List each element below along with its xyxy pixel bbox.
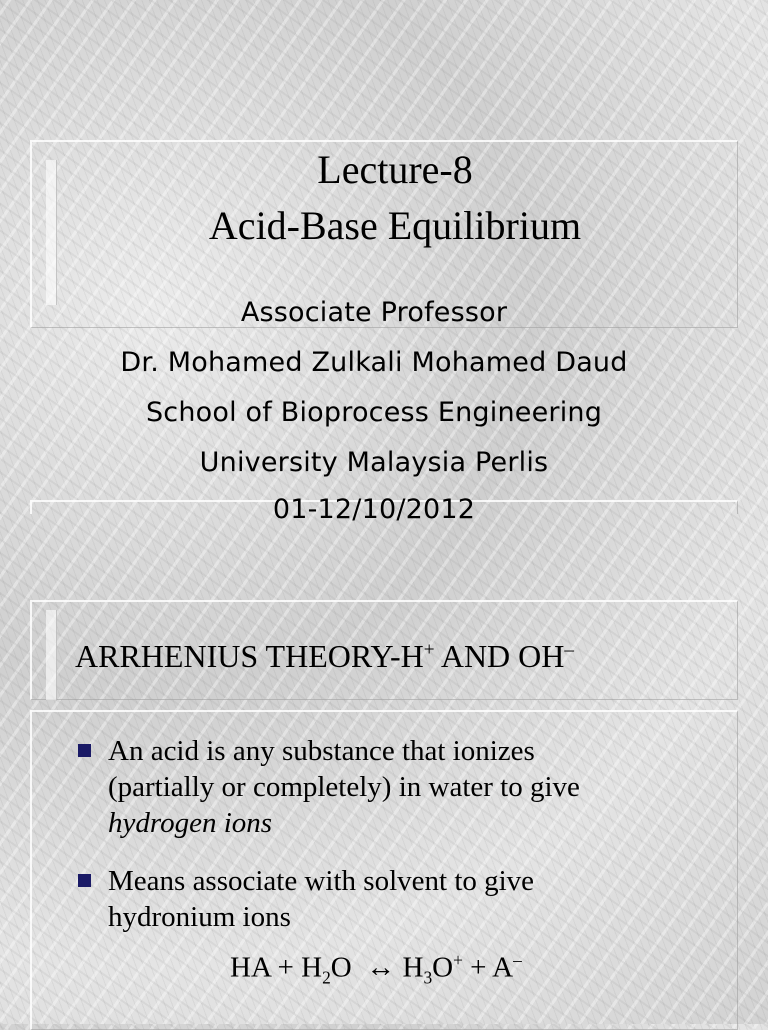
bullet-2-line-1: Means associate with solvent to give <box>108 865 535 897</box>
eq-rhs-2: O <box>432 951 454 984</box>
heading-middle: AND OH <box>434 638 565 674</box>
eq-rhs-sup2: – <box>513 950 522 970</box>
equilibrium-equation <box>230 950 522 988</box>
double-arrow-icon: ↔ <box>366 951 396 984</box>
eq-lhs-1: HA + H <box>230 951 323 984</box>
presenter-school: School of Bioprocess Engineering <box>145 397 603 428</box>
eq-rhs-1: H <box>402 951 424 984</box>
lecture-number: Lecture-8 <box>317 147 473 192</box>
square-bullet-icon <box>78 744 91 757</box>
bullet-1-line-2: (partially or completely) in water to give <box>108 771 580 803</box>
lecture-date: 01-12/10/2012 <box>272 494 476 525</box>
presenter-position: Associate Professor <box>240 297 508 328</box>
presenter-university: University Malaysia Perlis <box>199 447 549 478</box>
lecture-title: Acid-Base Equilibrium <box>208 203 582 248</box>
heading-prefix: ARRHENIUS THEORY-H <box>75 638 424 674</box>
eq-rhs-sup: + <box>453 950 463 970</box>
square-bullet-icon <box>78 874 91 887</box>
bullet-2-line-2: hydronium ions <box>108 901 291 933</box>
bullet-1-line-3: hydrogen ions <box>108 807 273 839</box>
eq-rhs-sub: 3 <box>423 967 433 988</box>
bullet-1-line-1: An acid is any substance that ionizes <box>108 735 535 767</box>
oh-charge: – <box>564 639 574 661</box>
eq-lhs-sub: 2 <box>322 967 331 988</box>
slide-heading <box>75 638 574 675</box>
heading-panel-notch <box>46 610 57 700</box>
h-charge: + <box>423 639 435 661</box>
eq-lhs-2: O <box>330 951 352 984</box>
presenter-name: Dr. Mohamed Zulkali Mohamed Daud <box>120 347 628 378</box>
bullet-item <box>78 733 738 841</box>
eq-rhs-3: + A <box>462 951 514 984</box>
bullet-item <box>78 863 738 935</box>
